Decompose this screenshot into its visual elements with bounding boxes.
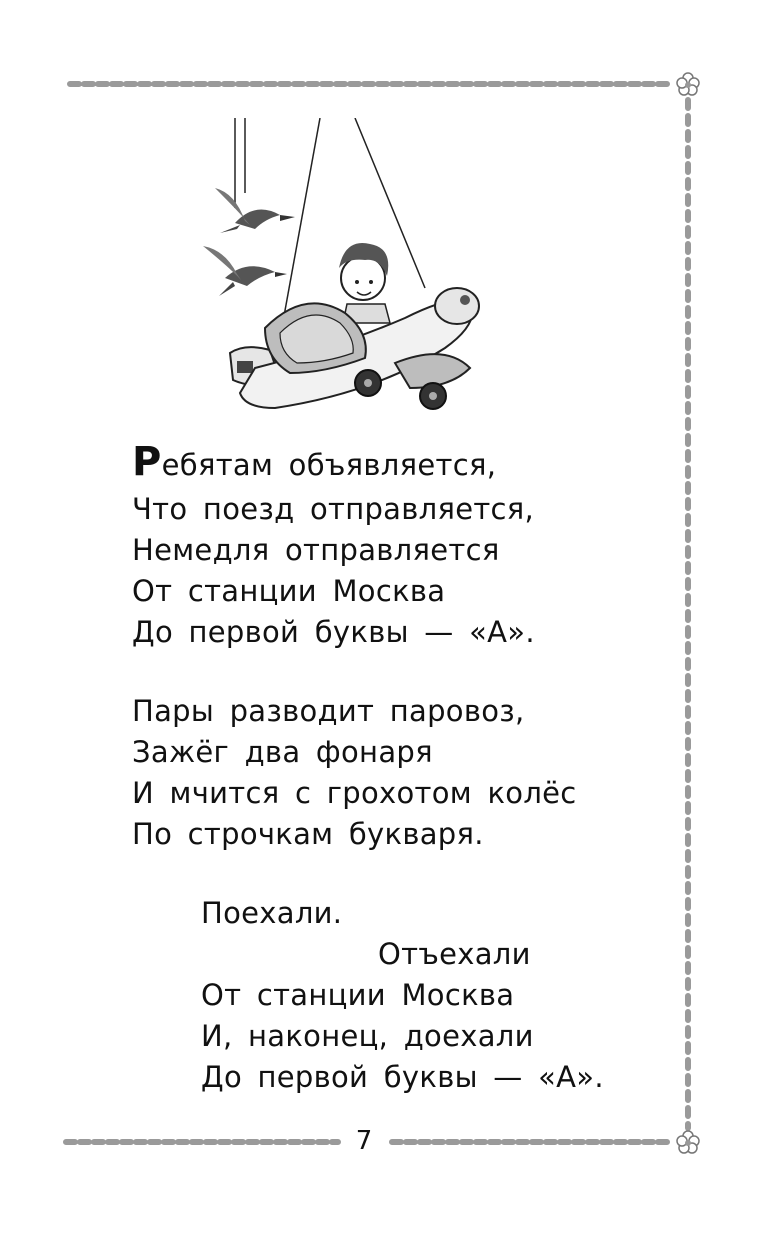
- poem-line: Пары разводит паровоз,: [132, 694, 525, 728]
- poem-line: До первой буквы — «А».: [201, 1060, 604, 1094]
- poem-line: Немедля отправляется: [132, 533, 500, 567]
- poem-line-text: ебятам объявляется,: [161, 448, 497, 482]
- poem-line: От станции Москва: [201, 978, 515, 1012]
- poem-line: Зажёг два фонаря: [132, 735, 433, 769]
- poem-line: По строчкам букваря.: [132, 817, 484, 851]
- poem-line: И, наконец, доехали: [201, 1019, 534, 1053]
- drop-cap: Р: [132, 439, 162, 485]
- page-number: 7: [355, 1126, 373, 1156]
- poem-line: До первой буквы — «А».: [132, 615, 535, 649]
- poem-line: От станции Москва: [132, 574, 446, 608]
- poem-line: Поехали.: [201, 896, 343, 930]
- poem-line: Что поезд отправляется,: [132, 492, 535, 526]
- poem-line: Отъехали: [378, 937, 531, 971]
- poem-line: [132, 439, 497, 485]
- poem-line: И мчится с грохотом колёс: [132, 776, 577, 810]
